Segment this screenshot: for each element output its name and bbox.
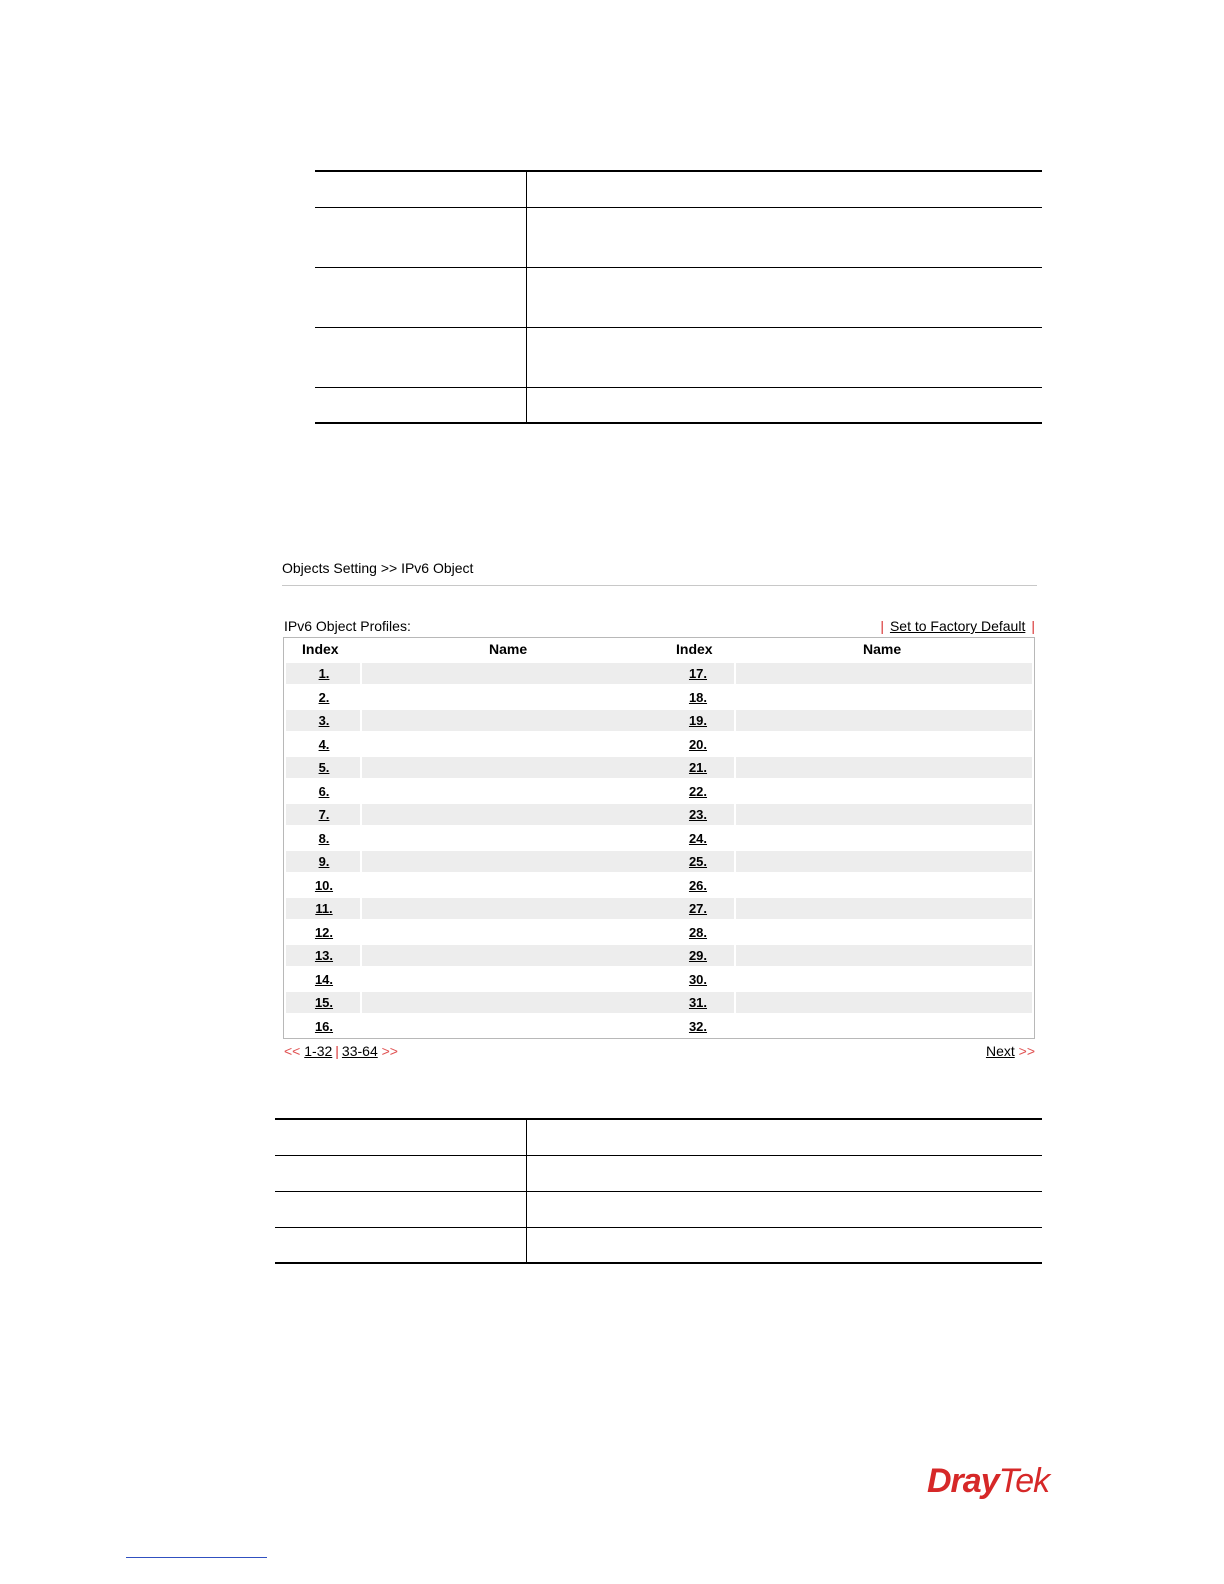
name-cell: [734, 875, 1034, 896]
name-cell: [360, 781, 659, 802]
table-cell: [527, 171, 1043, 207]
table-cell: [315, 267, 527, 327]
profile-index-link[interactable]: 7.: [318, 807, 330, 822]
profile-index-link[interactable]: 16.: [314, 1019, 334, 1034]
table-cell: [527, 1191, 1043, 1227]
name-cell: [734, 804, 1034, 825]
table-cell: [527, 387, 1043, 423]
name-cell: [360, 992, 659, 1013]
breadcrumb-divider: [282, 585, 1037, 586]
profile-index-link[interactable]: 22.: [688, 784, 708, 799]
table-cell: [275, 1191, 527, 1227]
name-cell: [734, 828, 1034, 849]
profile-index-link[interactable]: 18.: [688, 690, 708, 705]
profile-index-link[interactable]: 23.: [688, 807, 708, 822]
table-cell: [275, 1119, 527, 1155]
table-cell: [527, 1119, 1043, 1155]
name-cell: [360, 945, 659, 966]
name-cell: [360, 1016, 659, 1037]
profile-index-link[interactable]: 3.: [318, 713, 330, 728]
name-cell: [734, 757, 1034, 778]
name-cell: [360, 663, 659, 684]
name-cell: [734, 663, 1034, 684]
name-cell: [734, 922, 1034, 943]
top-description-table: [315, 170, 1042, 424]
factory-default-group: | Set to Factory Default |: [880, 618, 1035, 634]
profile-index-link[interactable]: 10.: [314, 878, 334, 893]
set-factory-default-link[interactable]: Set to Factory Default: [889, 618, 1026, 634]
name-header-right: Name: [863, 641, 902, 657]
table-cell: [527, 327, 1043, 387]
next-link[interactable]: Next: [985, 1043, 1015, 1059]
index-header-right: Index: [676, 641, 713, 657]
name-cell: [734, 781, 1034, 802]
name-cell: [360, 969, 659, 990]
profile-index-link[interactable]: 26.: [688, 878, 708, 893]
name-cell: [360, 922, 659, 943]
table-cell: [315, 171, 527, 207]
name-cell: [360, 804, 659, 825]
bottom-description-table: [275, 1118, 1042, 1264]
profile-index-link[interactable]: 19.: [688, 713, 708, 728]
table-cell: [275, 1155, 527, 1191]
name-cell: [360, 875, 659, 896]
next-arrow: >>: [1018, 1043, 1035, 1059]
table-cell: [315, 387, 527, 423]
profile-index-link[interactable]: 25.: [688, 854, 708, 869]
logo-dray: Dray: [927, 1462, 999, 1500]
profile-index-link[interactable]: 30.: [688, 972, 708, 987]
name-cell: [360, 828, 659, 849]
name-cell: [734, 992, 1034, 1013]
name-cell: [360, 687, 659, 708]
name-cell: [360, 710, 659, 731]
page-link-33-64[interactable]: 33-64: [341, 1043, 378, 1059]
profile-index-link[interactable]: 12.: [314, 925, 334, 940]
name-cell: [360, 851, 659, 872]
profile-index-link[interactable]: 15.: [314, 995, 334, 1010]
table-cell: [315, 207, 527, 267]
profile-index-link[interactable]: 31.: [688, 995, 708, 1010]
table-cell: [315, 327, 527, 387]
profile-index-link[interactable]: 21.: [688, 760, 708, 775]
name-cell: [734, 945, 1034, 966]
page-link-1-32[interactable]: 1-32: [304, 1043, 333, 1059]
table-cell: [275, 1227, 527, 1263]
logo-tek: Tek: [998, 1462, 1050, 1500]
name-cell: [360, 757, 659, 778]
profiles-label: IPv6 Object Profiles:: [284, 618, 411, 634]
name-cell: [734, 1016, 1034, 1037]
name-cell: [734, 687, 1034, 708]
profile-index-link[interactable]: 6.: [318, 784, 330, 799]
name-cell: [360, 898, 659, 919]
name-cell: [734, 851, 1034, 872]
index-header-left: Index: [302, 641, 339, 657]
profile-index-link[interactable]: 29.: [688, 948, 708, 963]
table-cell: [527, 207, 1043, 267]
profile-index-link[interactable]: 9.: [318, 854, 330, 869]
name-header-left: Name: [489, 641, 528, 657]
profile-index-link[interactable]: 17.: [688, 666, 708, 681]
name-cell: [734, 710, 1034, 731]
profile-index-link[interactable]: 27.: [688, 901, 708, 916]
next-pager: [986, 1043, 1035, 1059]
name-cell: [360, 734, 659, 755]
profile-index-link[interactable]: 8.: [318, 831, 330, 846]
breadcrumb: Objects Setting >> IPv6 Object: [282, 560, 474, 576]
profile-index-link[interactable]: 1.: [318, 666, 330, 681]
profile-index-link[interactable]: 11.: [315, 901, 333, 916]
table-cell: [527, 267, 1043, 327]
profile-index-link[interactable]: 13.: [314, 948, 334, 963]
name-cell: [734, 969, 1034, 990]
next-arrow-left: >>: [381, 1043, 398, 1059]
draytek-logo: [927, 1462, 1049, 1501]
name-cell: [734, 734, 1034, 755]
prev-arrow: <<: [284, 1043, 301, 1059]
profile-index-link[interactable]: 32.: [688, 1019, 708, 1034]
profile-index-link[interactable]: 2.: [318, 690, 330, 705]
name-cell: [734, 898, 1034, 919]
pager: << 1-32 | 33-64 >>: [284, 1043, 398, 1059]
profile-index-link[interactable]: 5.: [318, 760, 330, 775]
profile-index-link[interactable]: 28.: [688, 925, 708, 940]
profile-index-link[interactable]: 14.: [314, 972, 334, 987]
footer-link-line: [126, 1557, 267, 1558]
table-cell: [527, 1155, 1043, 1191]
table-cell: [527, 1227, 1043, 1263]
profile-index-link[interactable]: 4.: [318, 737, 330, 752]
profile-index-link[interactable]: 24.: [688, 831, 708, 846]
profile-index-link[interactable]: 20.: [688, 737, 708, 752]
